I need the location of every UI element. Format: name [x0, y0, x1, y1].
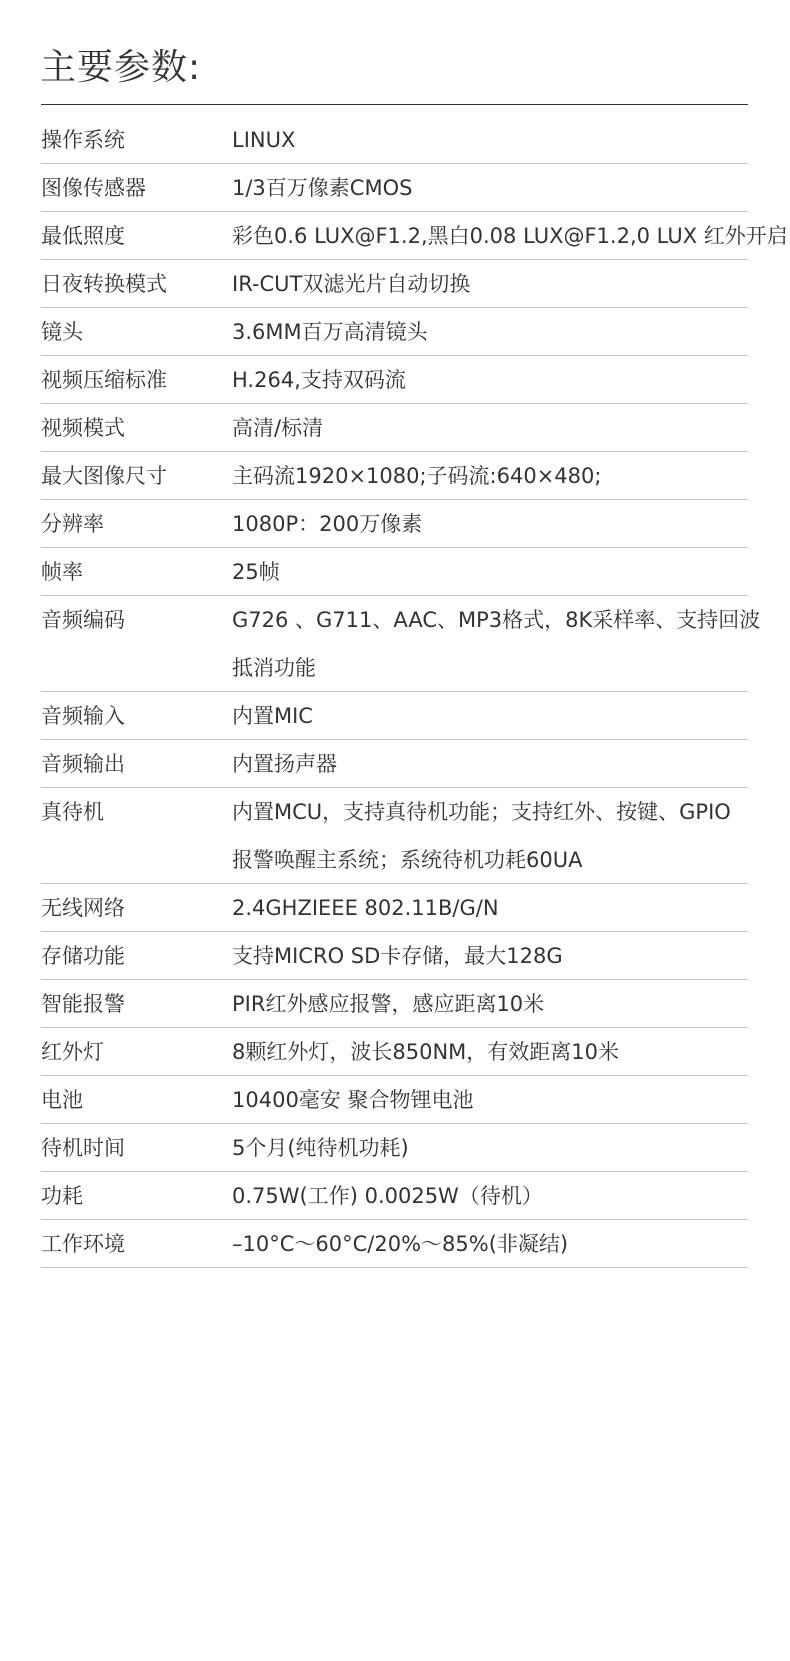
spec-row [41, 404, 748, 452]
spec-row [41, 1028, 748, 1076]
spec-value-line: 1/3百万像素CMOS [232, 176, 413, 200]
spec-label: 最大图像尺寸 [41, 464, 167, 488]
spec-row [41, 308, 748, 356]
spec-value [232, 1172, 748, 1219]
spec-label: 无线网络 [41, 896, 125, 920]
spec-value-line: 抵消功能 [232, 656, 316, 680]
spec-value [232, 548, 748, 595]
spec-label: 工作环境 [41, 1232, 125, 1256]
spec-label: 镜头 [41, 320, 83, 344]
spec-value-line: 25帧 [232, 560, 280, 584]
spec-row [41, 1124, 748, 1172]
spec-value-line: 1080P：200万像素 [232, 512, 423, 536]
spec-row [41, 1220, 748, 1268]
spec-value [232, 740, 748, 787]
spec-label: 日夜转换模式 [41, 272, 167, 296]
spec-value-line: 报警唤醒主系统；系统待机功耗60UA [232, 848, 583, 872]
spec-row [41, 884, 748, 932]
spec-value [232, 1076, 748, 1123]
spec-label: 待机时间 [41, 1136, 125, 1160]
spec-value-line: –10°C～60°C/20%～85%(非凝结) [232, 1232, 569, 1256]
spec-label: 音频编码 [41, 608, 125, 632]
spec-table [41, 116, 788, 1268]
spec-label: 真待机 [41, 800, 104, 824]
spec-value [232, 1124, 748, 1171]
spec-value-line: 内置MCU，支持真待机功能；支持红外、按键、GPIO [232, 800, 731, 824]
spec-value [232, 500, 748, 547]
spec-value [232, 932, 748, 979]
spec-row [41, 500, 748, 548]
page-title: 主要参数: [40, 47, 202, 88]
spec-row [41, 1076, 748, 1124]
spec-value-line: PIR红外感应报警，感应距离10米 [232, 992, 545, 1016]
spec-value-line: 内置扬声器 [232, 752, 337, 776]
spec-label: 智能报警 [41, 992, 125, 1016]
spec-value-line: 3.6MM百万高清镜头 [232, 320, 428, 344]
spec-value-line: 8颗红外灯，波长850NM，有效距离10米 [232, 1040, 619, 1064]
spec-value-line: 2.4GHZIEEE 802.11B/G/N [232, 896, 499, 920]
spec-label: 帧率 [41, 560, 83, 584]
spec-value [232, 308, 748, 355]
spec-row [41, 116, 748, 164]
spec-value [232, 452, 748, 499]
spec-row [41, 980, 748, 1028]
spec-row [41, 452, 748, 500]
spec-value-line: 支持MICRO SD卡存储，最大128G [232, 944, 563, 968]
spec-row [41, 164, 748, 212]
spec-row [41, 260, 748, 308]
spec-value [232, 164, 748, 211]
spec-value-line: 5个月(纯待机功耗) [232, 1136, 409, 1160]
title-divider [41, 104, 748, 105]
spec-value [232, 260, 748, 307]
spec-value-line: 内置MIC [232, 704, 313, 728]
spec-value-line: 主码流1920×1080;子码流:640×480; [232, 464, 602, 488]
spec-label: 存储功能 [41, 944, 125, 968]
spec-value-line: IR-CUT双滤光片自动切换 [232, 272, 471, 296]
spec-row [41, 548, 748, 596]
spec-row [41, 212, 788, 260]
spec-value [232, 788, 748, 883]
spec-row [41, 932, 748, 980]
spec-value-line: 10400毫安 聚合物锂电池 [232, 1088, 474, 1112]
spec-label: 视频模式 [41, 416, 125, 440]
spec-label: 操作系统 [41, 128, 125, 152]
spec-value [232, 1220, 748, 1267]
spec-value-line: 0.75W(工作) 0.0025W（待机） [232, 1184, 543, 1208]
spec-value-line: 彩色0.6 LUX@F1.2,黑白0.08 LUX@F1.2,0 LUX 红外开启 [232, 224, 788, 248]
spec-row [41, 788, 748, 884]
spec-value-line: H.264,支持双码流 [232, 368, 406, 392]
spec-row [41, 356, 748, 404]
spec-value [232, 596, 760, 691]
spec-value [232, 692, 748, 739]
spec-label: 红外灯 [41, 1040, 104, 1064]
spec-label: 功耗 [41, 1184, 83, 1208]
spec-label: 图像传感器 [41, 176, 146, 200]
spec-label: 分辨率 [41, 512, 104, 536]
spec-value [232, 116, 748, 163]
spec-value [232, 212, 788, 259]
spec-value-line: G726 、G711、AAC、MP3格式，8K采样率、支持回波 [232, 608, 761, 632]
spec-value-line: 高清/标清 [232, 416, 324, 440]
spec-value [232, 404, 748, 451]
spec-label: 音频输入 [41, 704, 125, 728]
spec-label: 音频输出 [41, 752, 125, 776]
spec-value [232, 884, 748, 931]
spec-row [41, 692, 748, 740]
spec-row [41, 740, 748, 788]
spec-value [232, 1028, 748, 1075]
spec-value [232, 356, 748, 403]
spec-row [41, 596, 761, 692]
spec-value [232, 980, 748, 1027]
spec-label: 视频压缩标准 [41, 368, 167, 392]
spec-row [41, 1172, 748, 1220]
spec-label: 电池 [41, 1088, 83, 1112]
spec-value-line: LINUX [232, 128, 296, 152]
spec-label: 最低照度 [41, 224, 125, 248]
